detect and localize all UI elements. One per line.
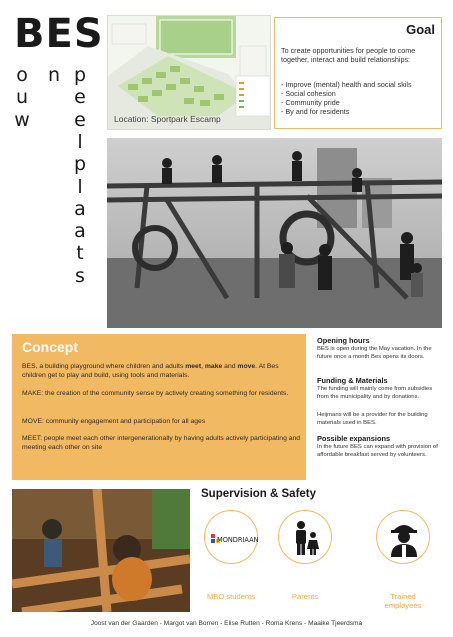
concept-move: MOVE: community engagement and participation for all ages: [22, 418, 206, 425]
heijmans-text: Heijmans will be a provider for the building materials used in BES.: [317, 412, 428, 426]
concept-intro: BES, a building playground where children and adults meet, make and move. At Bes children get to play and build, using tools and materials.: [22, 363, 279, 379]
parents-label: Parents: [291, 592, 319, 601]
authors-footer: Joost van der Gaarden - Margot van Borren - Elise Rutten - Roma Krens - Maaike Tjeerdsma: [90, 620, 363, 627]
concept-box: [12, 334, 306, 480]
vertical-letter: o: [16, 64, 28, 86]
vertical-letter: n: [47, 64, 61, 86]
mondriaan-logo-circle: [204, 510, 258, 564]
site-map: [107, 15, 271, 130]
concept-title: Concept: [22, 339, 78, 355]
funding-title: Funding & Materials: [317, 376, 388, 385]
vertical-letter: l: [77, 130, 83, 153]
concept-meet: MEET: people meet each other intergenerationally by having adults actively participating and meeting each other on site: [22, 435, 301, 451]
vertical-letter: e: [74, 86, 86, 109]
mbo-students-label: MBO students: [206, 592, 256, 601]
goal-item: - By and for residents: [281, 107, 350, 116]
trained-employees-label: Trained employees: [384, 592, 422, 610]
goal-title: Goal: [406, 22, 435, 37]
vertical-letter: t: [76, 242, 84, 265]
vertical-letter: e: [74, 108, 86, 131]
goal-item: - Social cohesion: [281, 89, 336, 98]
opening-hours-text: BES is open during the May vacation. In the future once a month Bes opens its doors.: [317, 346, 432, 360]
mondriaan-logo: [205, 511, 259, 565]
goal-item: - Improve (mental) health and social skils: [281, 80, 412, 89]
parents-circle: [278, 510, 332, 564]
funding-text: The funding will mainly come from subsidies from the municipality and by donations.: [317, 386, 433, 400]
playground-photo: [107, 138, 442, 328]
child-building-photo: [12, 489, 190, 612]
concept-make: MAKE: the creation of the community sense by actively creating something for residents.: [22, 390, 289, 397]
goal-intro: To create opportunities for people to come together, interact and build relationships:: [281, 46, 416, 64]
expansion-text: In the future BES can expand with provision of affordable breakfast served by volunteers.: [317, 444, 438, 458]
construction-worker-icon: [377, 511, 431, 565]
goal-item: - Community pride: [281, 98, 340, 107]
poster-title: BES: [14, 11, 104, 57]
vertical-letter: s: [75, 264, 85, 287]
vertical-letter: a: [74, 220, 86, 243]
parents-icon: [279, 511, 333, 565]
vertical-letter: p: [73, 153, 87, 176]
vertical-letter: u: [15, 86, 29, 109]
goal-box: [274, 17, 442, 129]
mondriaan-logo-text: MONDRIAAN: [217, 536, 259, 544]
vertical-letter: l: [77, 175, 83, 198]
supervision-title: Supervision & Safety: [201, 488, 317, 500]
goal-list: [281, 80, 439, 116]
map-caption: Location: Sportpark Escamp: [114, 114, 221, 124]
vertical-letter: w: [14, 108, 30, 131]
expansion-title: Possible expansions: [317, 434, 391, 443]
trained-employees-circle: [376, 510, 430, 564]
opening-hours-title: Opening hours: [317, 336, 370, 345]
vertical-letter: p: [73, 64, 87, 86]
vertical-letter: a: [74, 197, 86, 220]
